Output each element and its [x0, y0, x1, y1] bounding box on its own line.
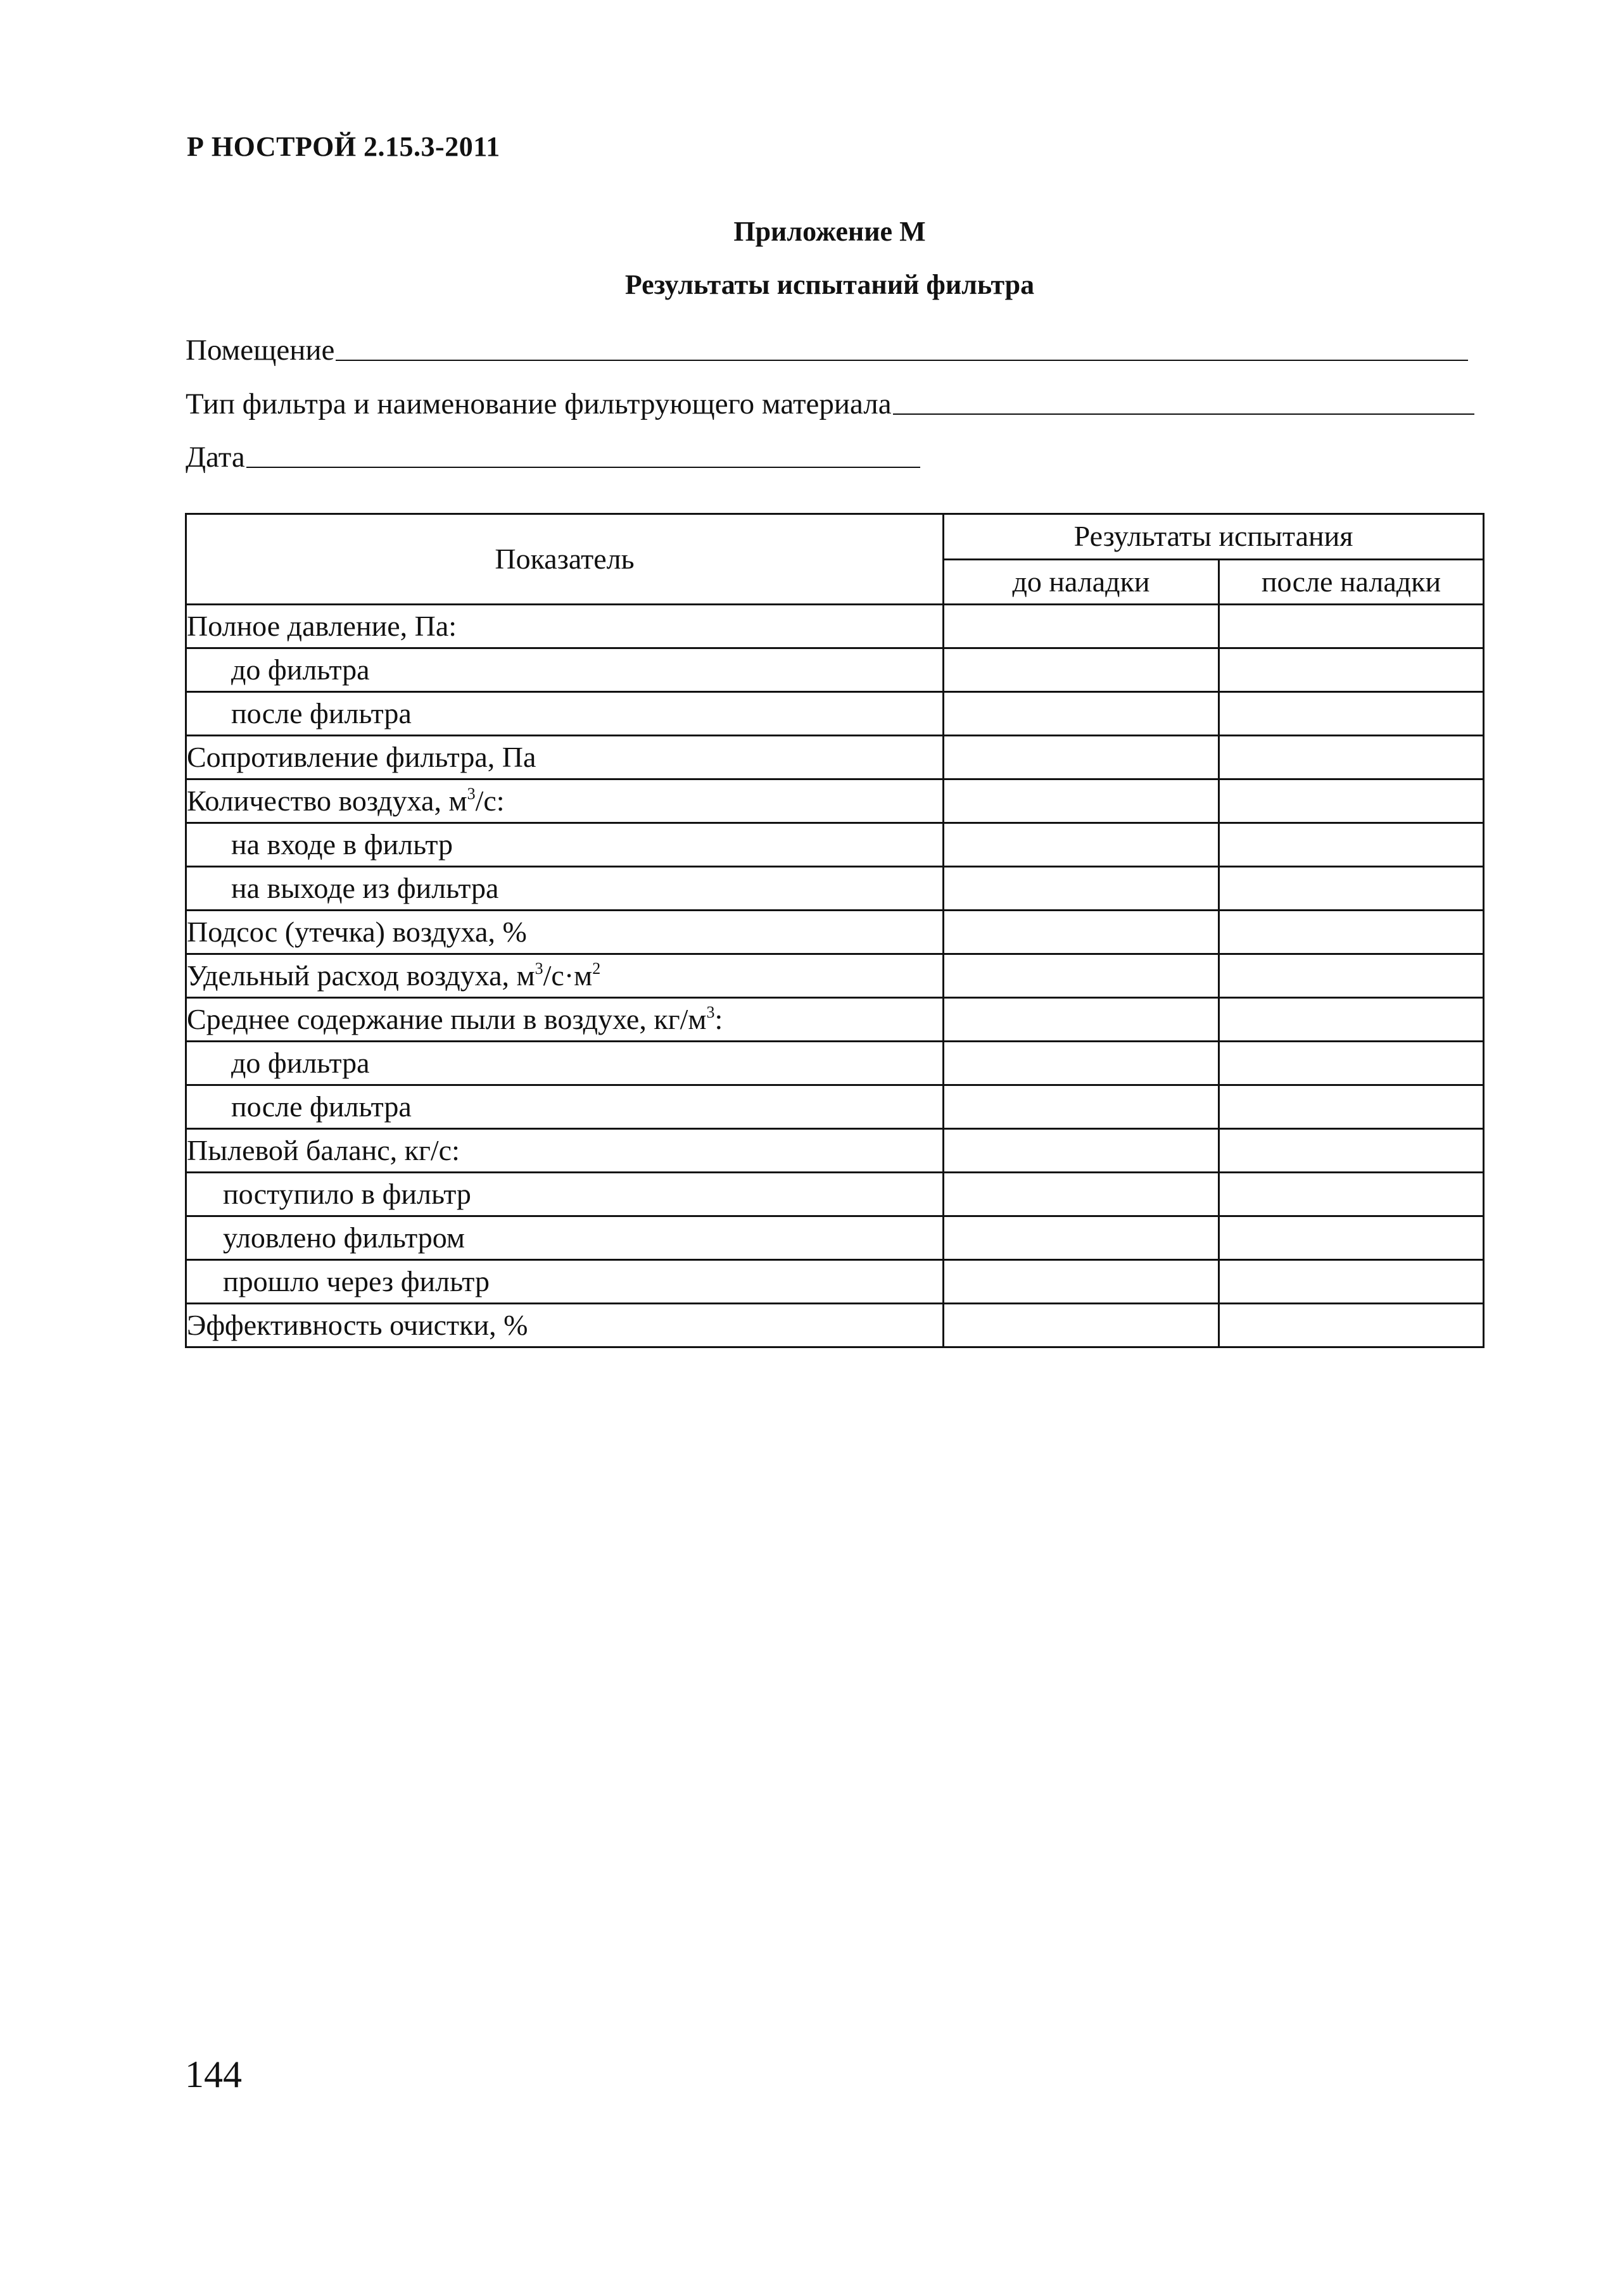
row-label-text: Количество воздуха, м: [187, 785, 467, 817]
cell-after[interactable]: [1219, 1042, 1484, 1085]
row-label: Пылевой баланс, кг/с:: [186, 1129, 944, 1173]
row-label-text: Удельный расход воздуха, м: [187, 959, 535, 992]
table-row: [186, 1304, 1484, 1347]
room-field: [186, 332, 1468, 367]
cell-before[interactable]: [944, 1085, 1219, 1129]
table-row: [186, 736, 1484, 779]
cell-before[interactable]: [944, 1304, 1219, 1347]
appendix-label: Приложение М: [733, 216, 926, 247]
header-indicator: Показатель: [186, 514, 944, 605]
row-label: уловлено фильтром: [186, 1216, 944, 1260]
row-label: на входе в фильтр: [186, 823, 944, 867]
cell-after[interactable]: [1219, 648, 1484, 692]
row-label: Сопротивление фильтра, Па: [186, 736, 944, 779]
date-field: [186, 439, 920, 474]
row-label: Подсос (утечка) воздуха, %: [186, 911, 944, 954]
cell-before[interactable]: [944, 779, 1219, 823]
date-blank-line[interactable]: [246, 467, 920, 468]
cell-before[interactable]: [944, 911, 1219, 954]
cell-after[interactable]: [1219, 1129, 1484, 1173]
table-row: [186, 1260, 1484, 1304]
row-label: после фильтра: [186, 692, 944, 736]
date-label: Дата: [186, 441, 245, 474]
superscript: 3: [706, 1003, 715, 1021]
table-row: [186, 1085, 1484, 1129]
superscript: 3: [467, 785, 476, 803]
cell-before[interactable]: [944, 605, 1219, 648]
cell-after[interactable]: [1219, 1304, 1484, 1347]
table-row: [186, 1173, 1484, 1216]
row-label-text: Среднее содержание пыли в воздухе, кг/м: [187, 1003, 707, 1035]
table-row: [186, 692, 1484, 736]
row-label: до фильтра: [186, 1042, 944, 1085]
row-label: [186, 998, 944, 1042]
row-label: после фильтра: [186, 1085, 944, 1129]
cell-after[interactable]: [1219, 1260, 1484, 1304]
cell-after[interactable]: [1219, 911, 1484, 954]
document-code: Р НОСТРОЙ 2.15.3-2011: [187, 131, 500, 162]
cell-before[interactable]: [944, 1216, 1219, 1260]
row-label: Полное давление, Па:: [186, 605, 944, 648]
cell-before[interactable]: [944, 1042, 1219, 1085]
table-row: [186, 867, 1484, 911]
cell-before[interactable]: [944, 954, 1219, 998]
filter-type-blank-line[interactable]: [893, 413, 1474, 415]
cell-before[interactable]: [944, 823, 1219, 867]
row-label: [186, 779, 944, 823]
row-label-text: /с:: [475, 785, 505, 817]
filter-type-field: [186, 386, 1474, 421]
results-table: [185, 513, 1485, 1348]
superscript: 2: [592, 959, 601, 978]
cell-after[interactable]: [1219, 1173, 1484, 1216]
cell-after[interactable]: [1219, 867, 1484, 911]
row-label: [186, 954, 944, 998]
table-row: [186, 954, 1484, 998]
row-label: прошло через фильтр: [186, 1260, 944, 1304]
header-test-results: Результаты испытания: [944, 514, 1484, 560]
page-number: 144: [185, 2053, 242, 2095]
row-label: Эффективность очистки, %: [186, 1304, 944, 1347]
cell-after[interactable]: [1219, 954, 1484, 998]
filter-type-label: Тип фильтра и наименование фильтрующего материала: [186, 388, 892, 420]
cell-before[interactable]: [944, 998, 1219, 1042]
table-row: [186, 823, 1484, 867]
cell-after[interactable]: [1219, 605, 1484, 648]
cell-before[interactable]: [944, 1129, 1219, 1173]
table-row: [186, 911, 1484, 954]
cell-before[interactable]: [944, 648, 1219, 692]
cell-after[interactable]: [1219, 998, 1484, 1042]
cell-before[interactable]: [944, 1173, 1219, 1216]
header-after-adjustment: после наладки: [1219, 559, 1484, 605]
cell-after[interactable]: [1219, 736, 1484, 779]
table-row: [186, 648, 1484, 692]
cell-before[interactable]: [944, 1260, 1219, 1304]
table-row: [186, 1042, 1484, 1085]
cell-after[interactable]: [1219, 692, 1484, 736]
appendix-title: Результаты испытаний фильтра: [624, 269, 1035, 300]
row-label: до фильтра: [186, 648, 944, 692]
row-label: на выходе из фильтра: [186, 867, 944, 911]
cell-before[interactable]: [944, 867, 1219, 911]
superscript: 3: [535, 959, 543, 978]
room-blank-line[interactable]: [336, 360, 1468, 361]
table-row: [186, 998, 1484, 1042]
row-label: поступило в фильтр: [186, 1173, 944, 1216]
cell-after[interactable]: [1219, 1216, 1484, 1260]
row-label-text: :: [714, 1003, 723, 1035]
header-before-adjustment: до наладки: [944, 559, 1219, 605]
row-label-text: /с·м: [543, 959, 593, 992]
table-row: [186, 605, 1484, 648]
cell-before[interactable]: [944, 736, 1219, 779]
room-label: Помещение: [186, 334, 335, 367]
table-row: [186, 1216, 1484, 1260]
cell-after[interactable]: [1219, 779, 1484, 823]
table-row: [186, 779, 1484, 823]
cell-before[interactable]: [944, 692, 1219, 736]
cell-after[interactable]: [1219, 823, 1484, 867]
table-row: [186, 1129, 1484, 1173]
cell-after[interactable]: [1219, 1085, 1484, 1129]
